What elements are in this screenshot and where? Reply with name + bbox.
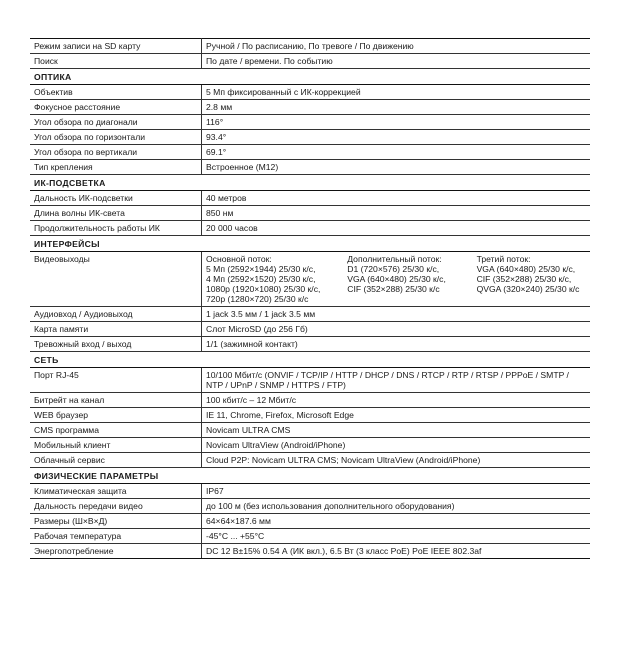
spec-value: -45°C ... +55°C	[202, 529, 591, 544]
video-stream-line: CIF (352×288) 25/30 к/с,	[476, 274, 572, 284]
spec-key: Климатическая защита	[30, 484, 202, 499]
video-outputs-value	[202, 252, 591, 307]
section-header	[30, 175, 590, 191]
section-header	[30, 69, 590, 85]
spec-value: до 100 м (без использования дополнительного оборудования)	[202, 499, 591, 514]
spec-row	[30, 307, 590, 322]
section-title: СЕТЬ	[30, 352, 590, 368]
video-stream-line: Дополнительный поток:	[347, 254, 442, 264]
spec-row	[30, 322, 590, 337]
video-stream-line: D1 (720×576) 25/30 к/с,	[347, 264, 440, 274]
spec-value: 850 нм	[202, 206, 591, 221]
spec-value: 93.4°	[202, 130, 591, 145]
section-header	[30, 352, 590, 368]
spec-value: Слот MicroSD (до 256 Гб)	[202, 322, 591, 337]
spec-key: Тревожный вход / выход	[30, 337, 202, 352]
spec-row	[30, 115, 590, 130]
spec-row	[30, 514, 590, 529]
spec-value: IE 11, Chrome, Firefox, Microsoft Edge	[202, 408, 591, 423]
spec-key: Карта памяти	[30, 322, 202, 337]
spec-value: 100 кбит/с – 12 Мбит/с	[202, 393, 591, 408]
video-stream-column	[347, 254, 476, 304]
spec-row	[30, 453, 590, 468]
spec-value: 69.1°	[202, 145, 591, 160]
spec-key: Угол обзора по горизонтали	[30, 130, 202, 145]
video-stream-line: 720p (1280×720) 25/30 к/с	[206, 294, 309, 304]
spec-key: Объектив	[30, 85, 202, 100]
spec-row	[30, 252, 590, 307]
spec-row	[30, 423, 590, 438]
spec-value: 40 метров	[202, 191, 591, 206]
spec-key: Режим записи на SD карту	[30, 39, 202, 54]
video-stream-line: 5 Мп (2592×1944) 25/30 к/с,	[206, 264, 316, 274]
spec-row	[30, 130, 590, 145]
spec-key: Дальность ИК-подсветки	[30, 191, 202, 206]
spec-key: Облачный сервис	[30, 453, 202, 468]
spec-key: Аудиовход / Аудиовыход	[30, 307, 202, 322]
video-stream-line: 1080p (1920×1080) 25/30 к/с,	[206, 284, 321, 294]
section-title: ФИЗИЧЕСКИЕ ПАРАМЕТРЫ	[30, 468, 590, 484]
spec-row	[30, 499, 590, 514]
spec-row	[30, 408, 590, 423]
spec-value: Cloud P2P: Novicam ULTRA CMS; Novicam UltraView (Android/iPhone)	[202, 453, 591, 468]
spec-key: Размеры (Ш×В×Д)	[30, 514, 202, 529]
spec-value: DC 12 В±15% 0.54 А (ИК вкл.), 6.5 Вт (3 класс PoE) PoE IEEE 802.3af	[202, 544, 591, 559]
spec-key: Длина волны ИК-света	[30, 206, 202, 221]
spec-value: Встроенное (M12)	[202, 160, 591, 175]
video-stream-line: VGA (640×480) 25/30 к/с,	[347, 274, 446, 284]
spec-row	[30, 438, 590, 453]
section-title: ИНТЕРФЕЙСЫ	[30, 236, 590, 252]
spec-table	[30, 38, 590, 559]
spec-value: Ручной / По расписанию, По тревоге / По движению	[202, 39, 591, 54]
spec-value: Novicam UltraView (Android/iPhone)	[202, 438, 591, 453]
spec-row	[30, 206, 590, 221]
spec-value: Novicam ULTRA CMS	[202, 423, 591, 438]
video-stream-column	[477, 254, 586, 304]
spec-value: 116°	[202, 115, 591, 130]
video-stream-line: Основной поток:	[206, 254, 272, 264]
spec-row	[30, 221, 590, 236]
spec-row	[30, 160, 590, 175]
spec-key: Мобильный клиент	[30, 438, 202, 453]
spec-row	[30, 145, 590, 160]
spec-value: 2.8 мм	[202, 100, 591, 115]
section-header	[30, 468, 590, 484]
spec-key: Фокусное расстояние	[30, 100, 202, 115]
spec-row	[30, 39, 590, 54]
video-stream-line: 4 Мп (2592×1520) 25/30 к/с,	[206, 274, 316, 284]
spec-row	[30, 54, 590, 69]
spec-row	[30, 484, 590, 499]
spec-value: IP67	[202, 484, 591, 499]
video-stream-column	[206, 254, 347, 304]
spec-key: Битрейт на канал	[30, 393, 202, 408]
spec-row	[30, 191, 590, 206]
section-header	[30, 236, 590, 252]
spec-key: Продолжительность работы ИК	[30, 221, 202, 236]
spec-key: Поиск	[30, 54, 202, 69]
spec-key: Порт RJ-45	[30, 368, 202, 393]
video-stream-line: Третий поток:	[476, 254, 531, 264]
spec-row	[30, 337, 590, 352]
spec-key: Рабочая температура	[30, 529, 202, 544]
spec-value: 5 Мп фиксированный с ИК-коррекцией	[202, 85, 591, 100]
spec-value: 64×64×187.6 мм	[202, 514, 591, 529]
spec-value: 10/100 Мбит/с (ONVIF / TCP/IP / HTTP / DHCP / DNS / RTCP / RTP / RTSP / PPPoE / SMTP / NTP / UPnP / SNMP / HTTPS / FTP)	[202, 368, 591, 393]
spec-row	[30, 85, 590, 100]
spec-row	[30, 368, 590, 393]
spec-key: Энергопотребление	[30, 544, 202, 559]
spec-key: Дальность передачи видео	[30, 499, 202, 514]
spec-value: 1/1 (зажимной контакт)	[202, 337, 591, 352]
spec-key: Угол обзора по диагонали	[30, 115, 202, 130]
spec-row	[30, 544, 590, 559]
video-stream-line: CIF (352×288) 25/30 к/с	[347, 284, 440, 294]
spec-row	[30, 529, 590, 544]
spec-key: Тип крепления	[30, 160, 202, 175]
spec-row	[30, 100, 590, 115]
spec-value: 20 000 часов	[202, 221, 591, 236]
spec-key: Видеовыходы	[30, 252, 202, 307]
spec-value: По дате / времени. По событию	[202, 54, 591, 69]
spec-key: Угол обзора по вертикали	[30, 145, 202, 160]
video-streams	[206, 254, 586, 304]
spec-key: WEB браузер	[30, 408, 202, 423]
video-stream-line: QVGA (320×240) 25/30 к/с	[476, 284, 580, 294]
spec-value: 1 jack 3.5 мм / 1 jack 3.5 мм	[202, 307, 591, 322]
section-title: ОПТИКА	[30, 69, 590, 85]
spec-row	[30, 393, 590, 408]
video-stream-line: VGA (640×480) 25/30 к/с,	[476, 264, 576, 274]
spec-key: CMS программа	[30, 423, 202, 438]
section-title: ИК-ПОДСВЕТКА	[30, 175, 590, 191]
